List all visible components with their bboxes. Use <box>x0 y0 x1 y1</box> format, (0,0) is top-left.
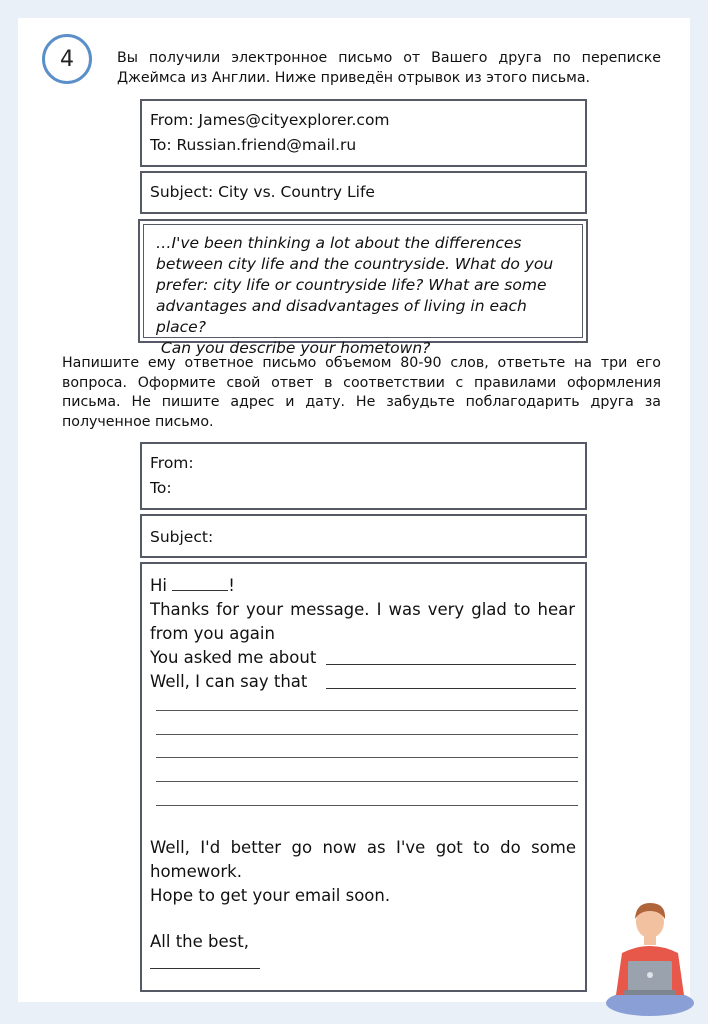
reply-subject-box <box>140 514 587 558</box>
signature-line <box>150 954 576 974</box>
well-blank[interactable] <box>326 674 576 689</box>
laptop-base-shape <box>624 990 676 995</box>
quote-line: prefer: city life or countryside life? What are some <box>156 276 547 294</box>
quote-line: between city life and the countryside. What do you <box>156 255 554 273</box>
email-to: To: Russian.friend@mail.ru <box>150 136 357 154</box>
answer-line[interactable] <box>156 805 578 806</box>
email-subject-box <box>140 171 587 214</box>
greeting-line <box>150 574 575 598</box>
instruction-text: Напишите ему ответное письмо объемом 80-90 слов, ответьте на три его вопроса. Оформите свой ответ в соответствии с правилами оформления письма. Не пишите адрес и дату. Не забудьте поблагодарить друга за полученное письмо. <box>62 355 661 430</box>
student-with-laptop-illustration <box>600 895 700 1020</box>
task-number-badge <box>42 34 92 84</box>
email-subject: Subject: City vs. Country Life <box>150 183 375 201</box>
reply-to-label: To: <box>150 479 172 497</box>
quote-line: Can you describe your hometown? <box>156 339 431 357</box>
quote-line: …I've been thinking a lot about the differences <box>156 234 522 252</box>
greeting-suffix: ! <box>228 576 235 595</box>
thanks-line: Thanks for your message. I was very glad to hear from you again <box>150 600 575 643</box>
reply-header-box <box>140 442 587 510</box>
reply-letter-box <box>140 562 587 992</box>
well-prefix: Well, I can say that <box>150 672 308 691</box>
asked-line <box>150 646 575 670</box>
answer-line[interactable] <box>156 710 578 711</box>
task-number: 4 <box>60 46 74 72</box>
email-quote <box>143 224 583 357</box>
hope-line: Hope to get your email soon. <box>150 886 391 905</box>
asked-prefix: You asked me about <box>150 648 317 667</box>
answer-line[interactable] <box>156 781 578 782</box>
quote-line: advantages and disadvantages of living in each place? <box>156 297 527 336</box>
name-blank[interactable] <box>172 576 228 591</box>
well-line <box>150 670 575 694</box>
reply-subject-label: Subject: <box>150 528 214 546</box>
email-quote-box <box>138 219 588 357</box>
sign-off: All the best, <box>150 932 249 951</box>
asked-blank[interactable] <box>326 650 576 665</box>
answer-line[interactable] <box>156 757 578 758</box>
intro-text: Вы получили электронное письмо от Вашего друга по переписке Джеймса из Англии. Ниже приведён отрывок из этого письма. <box>117 50 661 86</box>
closing-block <box>150 836 576 974</box>
signature-blank[interactable] <box>150 954 260 969</box>
email-from: From: James@cityexplorer.com <box>150 111 390 129</box>
answer-line[interactable] <box>156 734 578 735</box>
closing-line: Well, I'd better go now as I've got to do some homework. <box>150 838 576 881</box>
greeting-prefix: Hi <box>150 576 167 595</box>
laptop-logo-icon <box>647 972 653 978</box>
reply-from-label: From: <box>150 454 194 472</box>
email-header-box <box>140 99 587 167</box>
